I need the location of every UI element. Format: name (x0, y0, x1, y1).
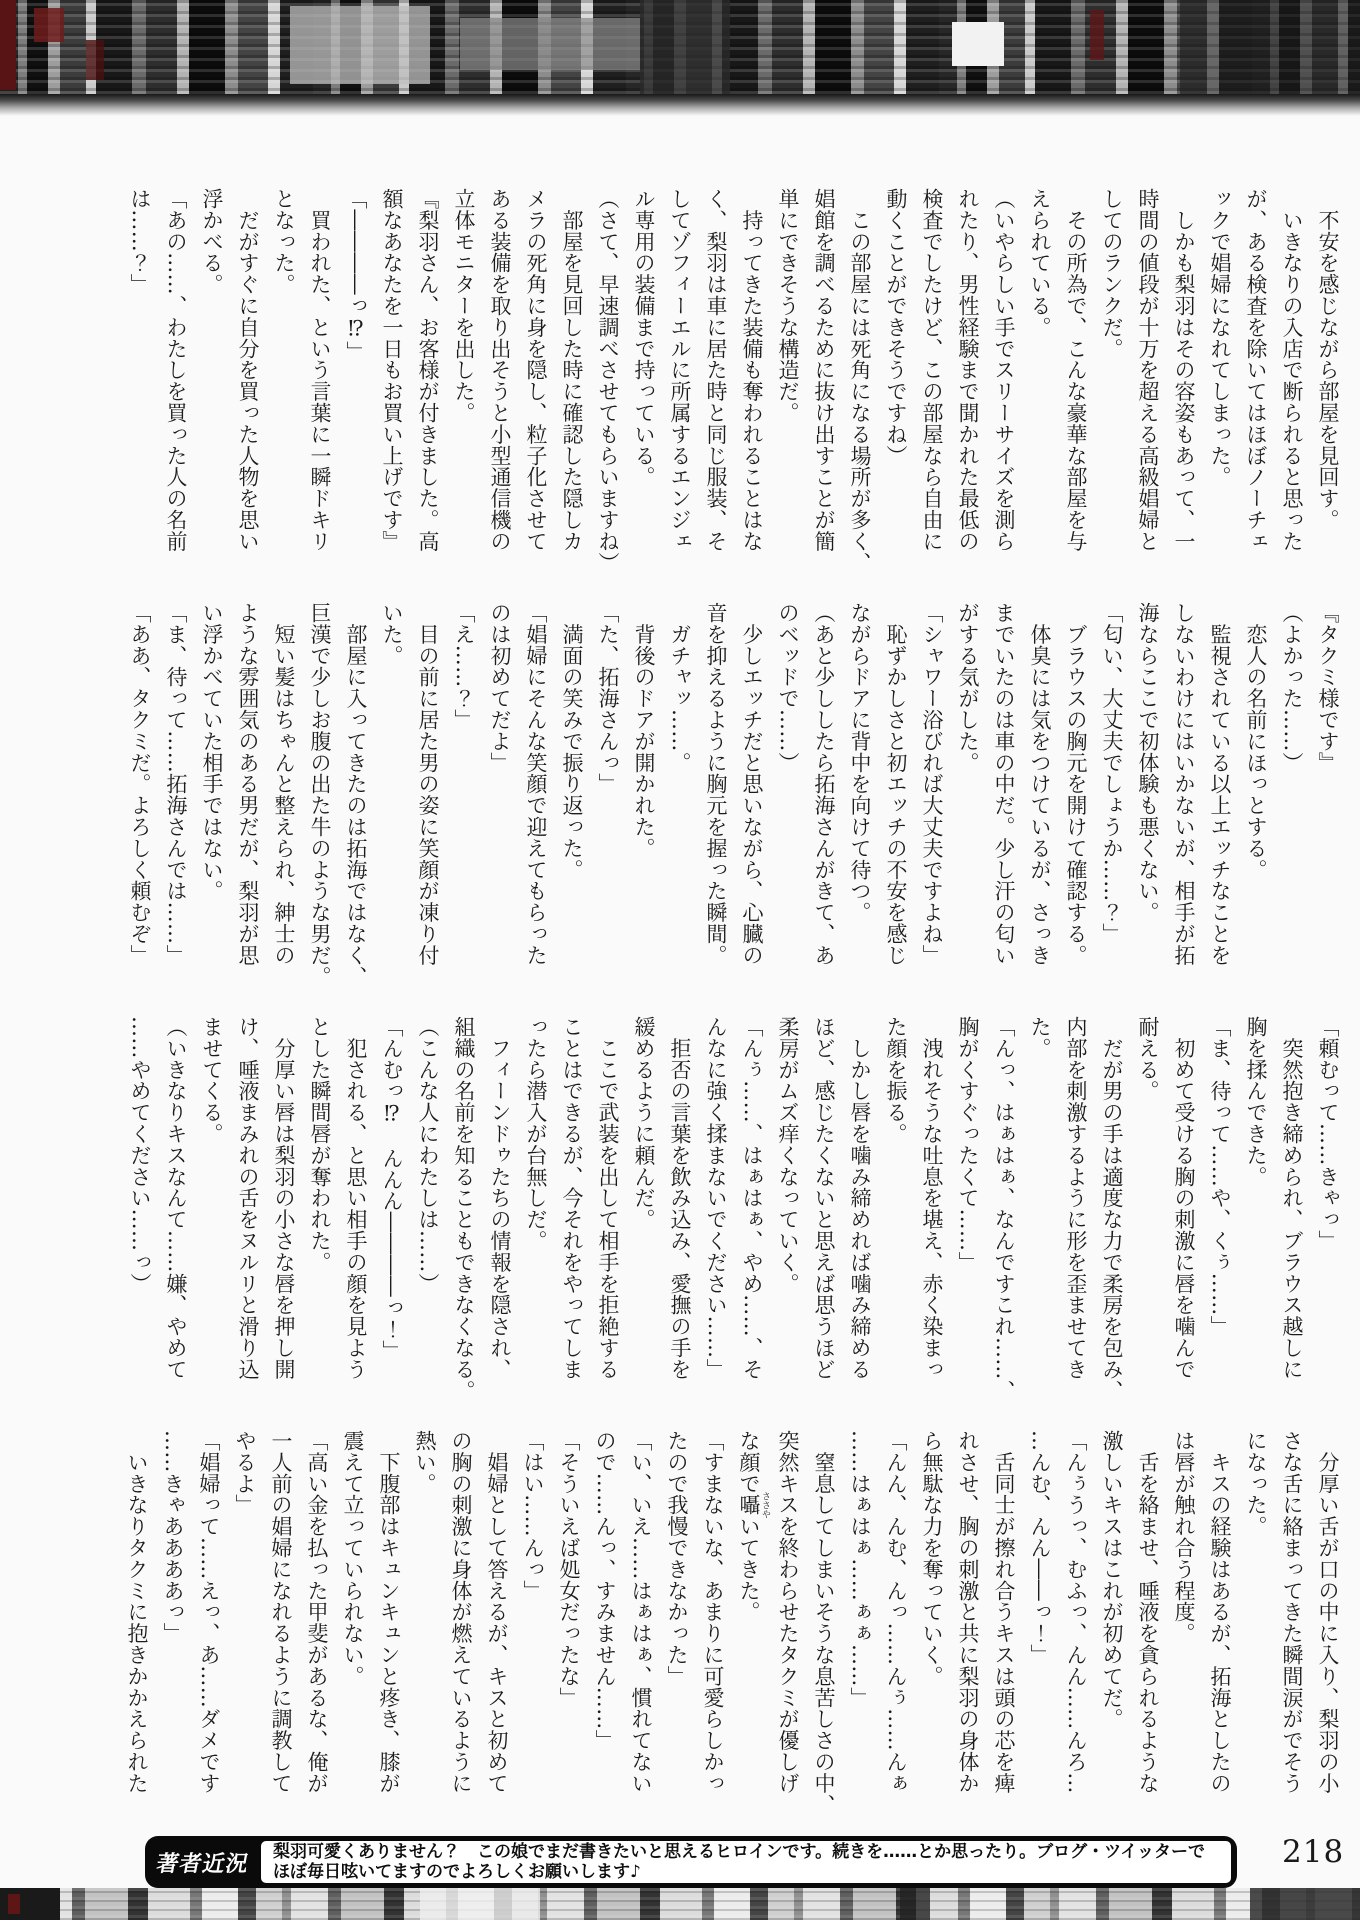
text-column: 「んっ、はぁはぁ、なんですこれ……、 (992, 1016, 1016, 1402)
text-column: 「娼婦って……えっ、あ……ダメです (197, 1430, 221, 1794)
text-column: （さて、早速調べさせてもらいますね） (596, 188, 620, 574)
text-column: 額なあなたを一日もお買い上げです』 (380, 188, 404, 552)
text-column: 部屋に入ってきたのは拓海ではなく、 (344, 602, 368, 988)
text-column: 検査でしたけど、この部屋なら自由に (920, 188, 944, 552)
text-column: は……？」 (128, 188, 152, 295)
text-column: け、唾液まみれの舌をヌルリと滑り込 (236, 1016, 260, 1380)
text-column: やるよ」 (233, 1430, 257, 1516)
text-column: （こんな人にわたしは……） (416, 1016, 440, 1295)
text-column: 「シャワー浴びれば大丈夫ですよね」 (920, 602, 944, 966)
text-column: 「はい……んっ」 (521, 1430, 545, 1602)
text-column: 分厚い舌が口の中に入り、梨羽の小 (1316, 1430, 1340, 1794)
glitch-block (900, 1888, 930, 1920)
text-column: ような雰囲気のある男だが、梨羽が思 (236, 602, 260, 966)
text-column: たので我慢できなかった」 (665, 1430, 689, 1687)
text-column: （よかった……） (1280, 602, 1304, 774)
text-column: 「た、拓海さんっ」 (596, 602, 620, 795)
text-column: 舌を絡ませ、唾液を貪られるような (1136, 1430, 1160, 1794)
text-column: ったら潜入が台無しだ。 (524, 1016, 548, 1252)
text-column: いきなりタクミに抱きかかえられた (125, 1430, 149, 1794)
text-column: となった。 (272, 188, 296, 295)
text-column: 犯される、と思い相手の顔を見よう (344, 1016, 368, 1380)
glitch-block (1090, 10, 1104, 60)
text-column: 部屋を見回した時に確認した隠しカ (560, 188, 584, 552)
text-column: 分厚い唇は梨羽の小さな唇を押し開 (272, 1016, 296, 1380)
text-column: 柔房がムズ痒くなっていく。 (776, 1016, 800, 1295)
text-column: 「あの……、わたしを買った人の名前 (164, 188, 188, 552)
text-column: 震えて立っていられない。 (341, 1430, 365, 1687)
text-column: ……きゃああああっ」 (161, 1430, 185, 1644)
text-column: ブラウスの胸元を開けて確認する。 (1064, 602, 1088, 966)
text-column: だがすぐに自分を買った人物を思い (236, 188, 260, 552)
text-column: 「ま、待って……や、くぅ……」 (1208, 1016, 1232, 1337)
text-column: の胸の刺激に身体が燃えているように (449, 1430, 473, 1794)
text-column: 耐える。 (1136, 1016, 1160, 1102)
text-column: その所為で、こんな豪華な部屋を与 (1064, 188, 1088, 552)
text-column: 背後のドアが開かれた。 (632, 602, 656, 859)
text-column: 「ああ、タクミだ。よろしく頼むぞ」 (128, 602, 152, 966)
glitch-block (8, 1894, 20, 1914)
text-column: は唇が触れ合う程度。 (1172, 1430, 1196, 1644)
text-column: 短い髪はちゃんと整えられ、紳士の (272, 602, 296, 966)
text-band-2 (120, 602, 1346, 1006)
text-band-3 (120, 1016, 1346, 1420)
text-column: 買われた、という言葉に一瞬ドキリ (308, 188, 332, 552)
text-column: しないわけにはいかないが、相手が拓 (1172, 602, 1196, 966)
page-number: 218 (1282, 1834, 1345, 1870)
text-column: 『梨羽さん、お客様が付きました。高 (416, 188, 440, 552)
glitch-block (34, 8, 64, 42)
text-column: キスの経験はあるが、拓海としたの (1208, 1430, 1232, 1794)
text-column: 浮かべる。 (200, 188, 224, 295)
text-column: 満面の笑みで振り返った。 (560, 602, 584, 881)
text-column: しかも梨羽はその容姿もあって、一 (1172, 188, 1196, 552)
text-column: れたり、男性経験まで聞かれた最低の (956, 188, 980, 552)
text-column: 立体モニターを出した。 (452, 188, 476, 424)
text-column: 舌同士が擦れ合うキスは頭の芯を痺 (992, 1430, 1016, 1794)
text-column: 下腹部はキュンキュンと疼き、膝が (377, 1430, 401, 1794)
author-note-bar (145, 1836, 1237, 1888)
text-band-1 (120, 188, 1346, 592)
text-column: 窒息してしまいそうな息苦しさの中、 (812, 1430, 836, 1816)
text-column: しかし唇を噛み締めれば噛み締める (848, 1016, 872, 1380)
text-column: 持ってきた装備も奪われることはな (740, 188, 764, 552)
glitch-block (1180, 0, 1360, 94)
text-column: 「娼婦にそんな笑顔で迎えてもらった (524, 602, 548, 966)
text-column: 恥ずかしさと初エッチの不安を感じ (884, 602, 908, 966)
glitch-block (952, 22, 1004, 66)
text-column: た顔を振る。 (884, 1016, 908, 1145)
text-column: してのランクだ。 (1100, 188, 1124, 360)
text-column: 「匂い、大丈夫でしょうか……？」 (1100, 602, 1124, 945)
text-column: えられている。 (1028, 188, 1052, 338)
text-column: ックで娼婦になれてしまった。 (1208, 188, 1232, 488)
text-column: ので……んっ、すみません……」 (593, 1430, 617, 1751)
text-column: ことはできるが、今それをやってしま (560, 1016, 584, 1380)
text-column: れさせ、胸の刺激と共に梨羽の身体か (956, 1430, 980, 1794)
text-column: 一人前の娼婦になれるように調教して (269, 1430, 293, 1794)
text-column: 体臭には気をつけているが、さっき (1028, 602, 1052, 966)
text-column: 娼婦として答えるが、キスと初めて (485, 1430, 509, 1794)
text-column: 「んぅうっ、むふっ、んん……んろ… (1064, 1430, 1088, 1794)
glitch-block (460, 18, 640, 70)
text-column: 「んぅ……、はぁはぁ、やめ……、そ (740, 1016, 764, 1380)
text-column: 「い、いえ……はぁはぁ、慣れてない (629, 1430, 653, 1794)
text-column: 恋人の名前にほっとする。 (1244, 602, 1268, 881)
text-column: 「そういえば処女だったな」 (557, 1430, 581, 1709)
text-column: 組織の名前を知ることもできなくなる。 (452, 1016, 476, 1402)
text-column: （いきなりキスなんて……嫌、やめて (164, 1016, 188, 1380)
text-column: ここで武装を出して相手を拒絶する (596, 1016, 620, 1380)
text-column: 単にできそうな構造だ。 (776, 188, 800, 424)
text-column: 初めて受ける胸の刺激に唇を噛んで (1172, 1016, 1196, 1380)
text-column: 音を抑えるように胸元を握った瞬間。 (704, 602, 728, 966)
text-column: 「え……？」 (452, 602, 476, 731)
text-column: 動くことができそうですね） (884, 188, 908, 467)
text-column: 熱い。 (413, 1430, 437, 1495)
text-column: 激しいキスはこれが初めてだ。 (1100, 1430, 1124, 1730)
header-collage (0, 0, 1360, 94)
text-column: 「んん、んむ、んっ……んぅ……んぁ (884, 1430, 908, 1794)
text-column: 少しエッチだと思いながら、心臓の (740, 602, 764, 966)
text-column: （いやらしい手でスリーサイズを測ら (992, 188, 1016, 552)
text-column: ある装備を取り出そうと小型通信機の (488, 188, 512, 552)
text-column: いた。 (380, 602, 404, 667)
text-column: のは初めてだよ」 (488, 602, 512, 774)
text-column: ませてくる。 (200, 1016, 224, 1145)
text-column: 内部を刺激するように形を歪ませてき (1064, 1016, 1088, 1380)
text-column: 「すまないな、あまりに可愛らしかっ (701, 1430, 725, 1794)
text-column: な顔で囁 ささやいてきた。 (737, 1430, 770, 1623)
text-column: までいたのは車の中だ。少し汗の匂い (992, 602, 1016, 966)
text-column: …んむ、んん――っ！」 (1028, 1430, 1052, 1666)
text-column: 「――――っ⁉」 (344, 188, 368, 363)
text-column: 拒否の言葉を飲み込み、愛撫の手を (668, 1016, 692, 1380)
text-column: 娼館を調べるために抜け出すことが簡 (812, 188, 836, 552)
header-collage-shadow (0, 94, 1360, 116)
glitch-block (1250, 1888, 1360, 1920)
text-column: ル専用の装備まで持っている。 (632, 188, 656, 488)
text-column: んなに強く揉まないでください……」 (704, 1016, 728, 1380)
text-column: 突然キスを終わらせたタクミが優しげ (776, 1430, 800, 1794)
text-column: （あと少ししたら拓海さんがきて、あ (812, 602, 836, 966)
text-column: ……やめてください……っ） (128, 1016, 152, 1295)
text-column: 胸を揉んできた。 (1244, 1016, 1268, 1188)
glitch-block (290, 6, 430, 84)
text-column: さな舌に絡まってきた瞬間涙がでそう (1280, 1430, 1304, 1794)
text-column: この部屋には死角になる場所が多く、 (848, 188, 872, 574)
text-column: 突然抱き締められ、ブラウス越しに (1280, 1016, 1304, 1380)
text-column: 海ならここで初体験も悪くない。 (1136, 602, 1160, 923)
text-column: 緩めるように頼んだ。 (632, 1016, 656, 1230)
text-column: メラの死角に身を隠し、粒子化させて (524, 188, 548, 552)
text-column: 洩れそうな吐息を堪え、赤く染まっ (920, 1016, 944, 1380)
text-column: がする気がした。 (956, 602, 980, 774)
text-column: 「ま、待って……拓海さんでは……」 (164, 602, 188, 966)
text-column: い浮かべていた相手ではない。 (200, 602, 224, 902)
text-band-4 (120, 1430, 1346, 1834)
text-column: 目の前に居た男の姿に笑顔が凍り付 (416, 602, 440, 966)
text-column: ながらドアに背中を向けて待つ。 (848, 602, 872, 923)
text-column: のベッドで……） (776, 602, 800, 774)
text-column: 「高い金を払った甲斐があるな、俺が (305, 1430, 329, 1794)
text-column: フィーンドゥたちの情報を隠され、 (488, 1016, 512, 1380)
text-column: 『タクミ様です』 (1316, 602, 1340, 774)
text-column: ……はぁはぁ……ぁぁ……」 (848, 1430, 872, 1709)
text-column: ら無駄な力を奪っていく。 (920, 1430, 944, 1687)
text-column: してゾフィーエルに所属するエンジェ (668, 188, 692, 552)
text-column: ガチャッ……。 (668, 602, 692, 774)
text-column: になった。 (1244, 1430, 1268, 1537)
text-column: だが男の手は適度な力で柔房を包み、 (1100, 1016, 1124, 1402)
text-column: 「んむっ⁉ んんん――――っ！」 (380, 1016, 404, 1362)
text-column: 時間の値段が十万を超える高級娼婦と (1136, 188, 1160, 552)
author-note-label: 著者近況 (154, 1851, 251, 1877)
text-column: 巨漢で少しお腹の出た牛のような男だ。 (308, 602, 332, 988)
text-column: く、梨羽は車に居た時と同じ服装、そ (704, 188, 728, 552)
text-column: 監視されている以上エッチなことを (1208, 602, 1232, 966)
text-column: が、ある検査を除いてはほぼノーチェ (1244, 188, 1268, 552)
glitch-block (420, 1888, 540, 1920)
glitch-block (86, 40, 104, 80)
text-column: 不安を感じながら部屋を見回す。 (1316, 188, 1340, 531)
text-column: いきなりの入店で断られると思った (1280, 188, 1304, 552)
footer-collage (0, 1888, 1360, 1920)
text-column: た。 (1028, 1016, 1052, 1059)
text-column: 胸がくすぐったくて……」 (956, 1016, 980, 1273)
text-column: ほど、感じたくないと思えば思うほど (812, 1016, 836, 1380)
text-column: とした瞬間唇が奪われた。 (308, 1016, 332, 1273)
glitch-block (0, 0, 16, 90)
author-note-text: 梨羽可愛くありません？ この娘でまだ書きたいと思えるヒロインです。続きを……とか思ったり。ブログ・ツイッターでほぼ毎日呟いてますのでよろしくお願いします♪ (261, 1841, 1231, 1883)
text-column: 「頼むって……きゃっ」 (1316, 1016, 1340, 1252)
glitch-block (640, 0, 730, 94)
